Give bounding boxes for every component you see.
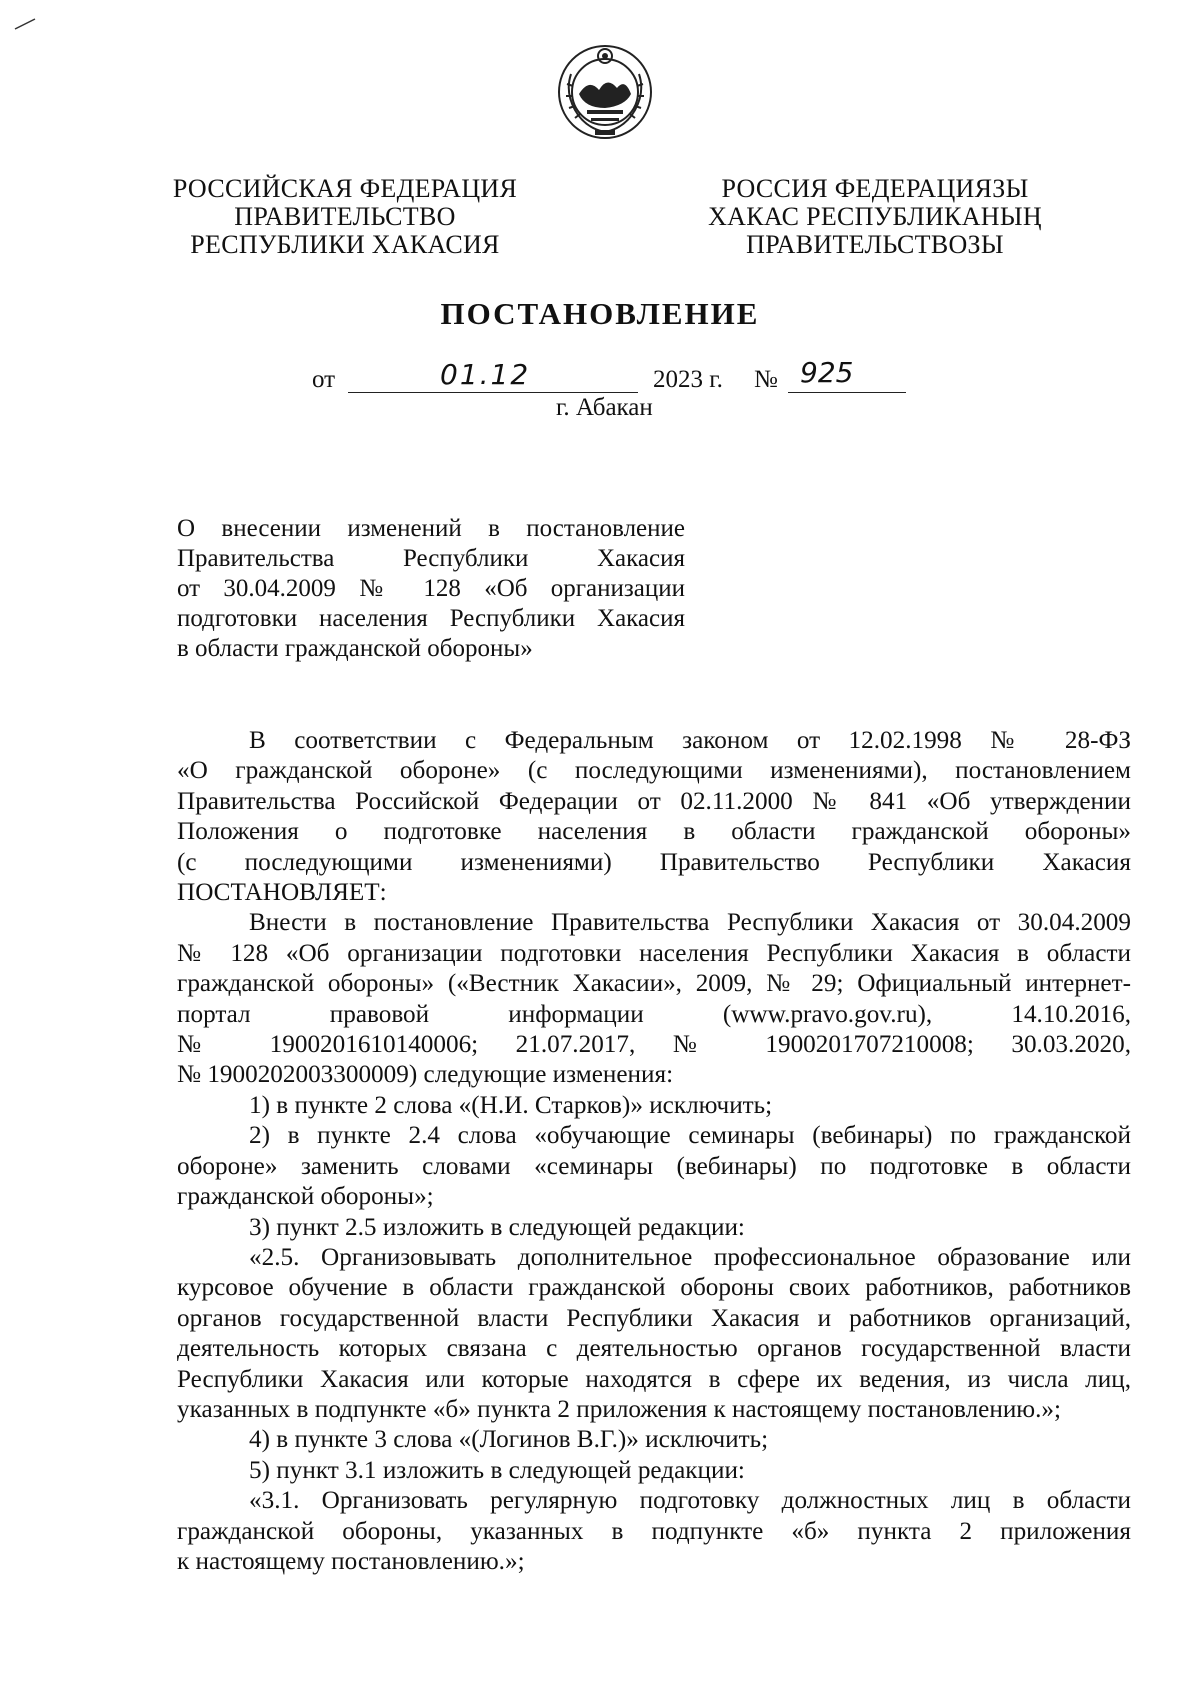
body-line: № 1900202003300009) следующие изменения:: [177, 1061, 674, 1089]
body-line: гражданской обороны, указанных в подпункте «б» пункта 2 приложения: [177, 1517, 1131, 1545]
item-2: [177, 1121, 1131, 1212]
item-1: 1) в пункте 2 слова «(Н.И. Старков)» исключить;: [249, 1091, 773, 1119]
body-line: деятельность которых связана с деятельностью органов государственной власти: [177, 1335, 1131, 1363]
year-label: 2023 г.: [653, 366, 723, 393]
handwritten-date: 01.12: [440, 358, 531, 391]
subject-line: О внесении изменений в постановление: [177, 515, 685, 542]
body-line: «3.1. Организовать регулярную подготовку должностных лиц в области: [249, 1487, 1131, 1515]
body-line: Республики Хакасия или которые находятся в сфере их ведения, из числа лиц,: [177, 1365, 1131, 1393]
body-line: № 128 «Об организации подготовки населения Республики Хакасия в области: [177, 939, 1131, 967]
body-line: указанных в подпункте «б» пункта 2 приложения к настоящему постановлению.»;: [177, 1395, 1062, 1423]
handwritten-number: 925: [800, 356, 854, 389]
date-underline: [348, 392, 638, 393]
subject-line: от 30.04.2009 № 128 «Об организации: [177, 575, 685, 602]
subject-line: Правительства Республики Хакасия: [177, 545, 685, 572]
body-line: ПОСТАНОВЛЯЕТ:: [177, 879, 387, 907]
body-line: органов государственной власти Республики Хакасия и работников организаций,: [177, 1304, 1131, 1332]
preamble-paragraph: [177, 726, 1131, 908]
body-line: к настоящему постановлению.»;: [177, 1547, 525, 1575]
body-line: гражданской обороны» («Вестник Хакасии», 2009, № 29; Официальный интернет-: [177, 970, 1131, 998]
document-body: [177, 726, 1131, 1577]
header-line: РЕСПУБЛИКИ ХАКАСИЯ: [190, 230, 500, 259]
body-line: обороне» заменить словами «семинары (вебинары) по подготовке в области: [177, 1152, 1131, 1180]
body-line: «2.5. Организовывать дополнительное профессиональное образование или: [249, 1243, 1131, 1271]
item-4: 4) в пункте 3 слова «(Логинов В.Г.)» исключить;: [249, 1426, 769, 1454]
body-line: (с последующими изменениями) Правительство Республики Хакасия: [177, 848, 1131, 876]
body-line: «О гражданской обороне» (с последующими изменениями), постановлением: [177, 757, 1131, 785]
body-line: № 1900201610140006; 21.07.2017, № 1900201707210008; 30.03.2020,: [177, 1031, 1131, 1059]
subject-line: в области гражданской обороны»: [177, 635, 533, 662]
number-underline: [788, 392, 906, 393]
city-label: г. Абакан: [556, 394, 653, 421]
body-line: гражданской обороны»;: [177, 1183, 434, 1211]
item-3: 3) пункт 2.5 изложить в следующей редакции:: [249, 1213, 745, 1241]
subject-heading: [177, 514, 685, 664]
from-label: от: [312, 366, 336, 393]
body-line: портал правовой информации (www.pravo.gov.ru), 14.10.2016,: [177, 1000, 1131, 1028]
header-khakas: [690, 175, 1060, 259]
body-line: Положения о подготовке населения в области гражданской обороны»: [177, 818, 1131, 846]
amendment-paragraph: [177, 908, 1131, 1090]
item-5-text: [177, 1486, 1131, 1577]
item-5: 5) пункт 3.1 изложить в следующей редакции:: [249, 1456, 745, 1484]
header-line: РОССИЙСКАЯ ФЕДЕРАЦИЯ: [172, 174, 518, 203]
coat-of-arms-emblem: [557, 44, 653, 140]
body-line: курсовое обучение в области гражданской обороны своих работников, работников: [177, 1274, 1131, 1302]
header-line: РОССИЯ ФЕДЕРАЦИЯЗЫ: [721, 174, 1029, 203]
body-line: В соответствии с Федеральным законом от 12.02.1998 № 28-ФЗ: [249, 727, 1131, 754]
header-russian: [165, 175, 525, 259]
body-line: Внести в постановление Правительства Республики Хакасия от 30.04.2009: [249, 909, 1131, 937]
pen-stroke-mark: [14, 18, 36, 30]
item-3-text: [177, 1243, 1131, 1425]
header-line: ПРАВИТЕЛЬСТВОЗЫ: [746, 230, 1004, 259]
body-line: 2) в пункте 2.4 слова «обучающие семинары (вебинары) по гражданской: [249, 1122, 1131, 1150]
document-title: ПОСТАНОВЛЕНИЕ: [440, 296, 760, 331]
body-line: Правительства Российской Федерации от 02.11.2000 № 841 «Об утверждении: [177, 787, 1131, 815]
subject-line: подготовки населения Республики Хакасия: [177, 605, 685, 632]
header-line: ПРАВИТЕЛЬСТВО: [234, 202, 456, 231]
header-line: ХАКАС РЕСПУБЛИКАНЫҢ: [708, 202, 1042, 231]
number-label: №: [754, 366, 778, 393]
